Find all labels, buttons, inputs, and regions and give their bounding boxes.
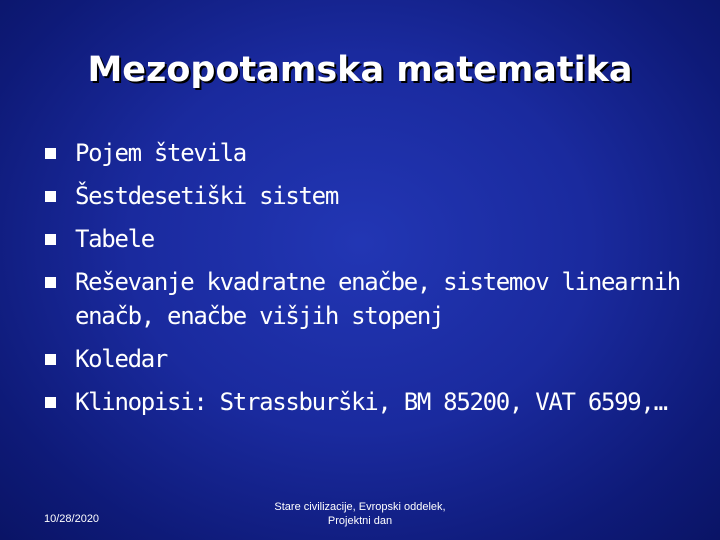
list-item: [45, 179, 685, 213]
square-bullet-icon: [45, 277, 56, 288]
slide-title: Mezopotamska matematika: [87, 50, 633, 90]
square-bullet-icon: [45, 234, 56, 245]
bullet-text: Tabele: [75, 225, 154, 253]
list-item: [45, 136, 685, 170]
footer-caption: [230, 500, 490, 528]
footer-caption-line: Stare civilizacije, Evropski oddelek,: [274, 501, 446, 513]
square-bullet-icon: [45, 148, 56, 159]
footer-caption-line: Projektni dan: [327, 515, 393, 527]
list-item: [45, 385, 685, 419]
square-bullet-icon: [45, 191, 56, 202]
bullet-text: Koledar: [75, 345, 168, 373]
list-item: [45, 342, 685, 376]
square-bullet-icon: [45, 397, 56, 408]
bullet-text: Reševanje kvadratne enačbe, sistemov linearnih enačb, enačbe višjih stopenj: [75, 268, 680, 330]
list-item: [45, 265, 685, 333]
square-bullet-icon: [45, 354, 56, 365]
footer-date: 10/28/2020: [44, 513, 100, 525]
bullet-text: Pojem števila: [75, 139, 246, 167]
bullet-text: Klinopisi: Strassburški, BM 85200, VAT 6599,…: [75, 388, 667, 416]
bullet-list: [45, 136, 685, 428]
bullet-text: Šestdesetiški sistem: [75, 182, 338, 210]
list-item: [45, 222, 685, 256]
